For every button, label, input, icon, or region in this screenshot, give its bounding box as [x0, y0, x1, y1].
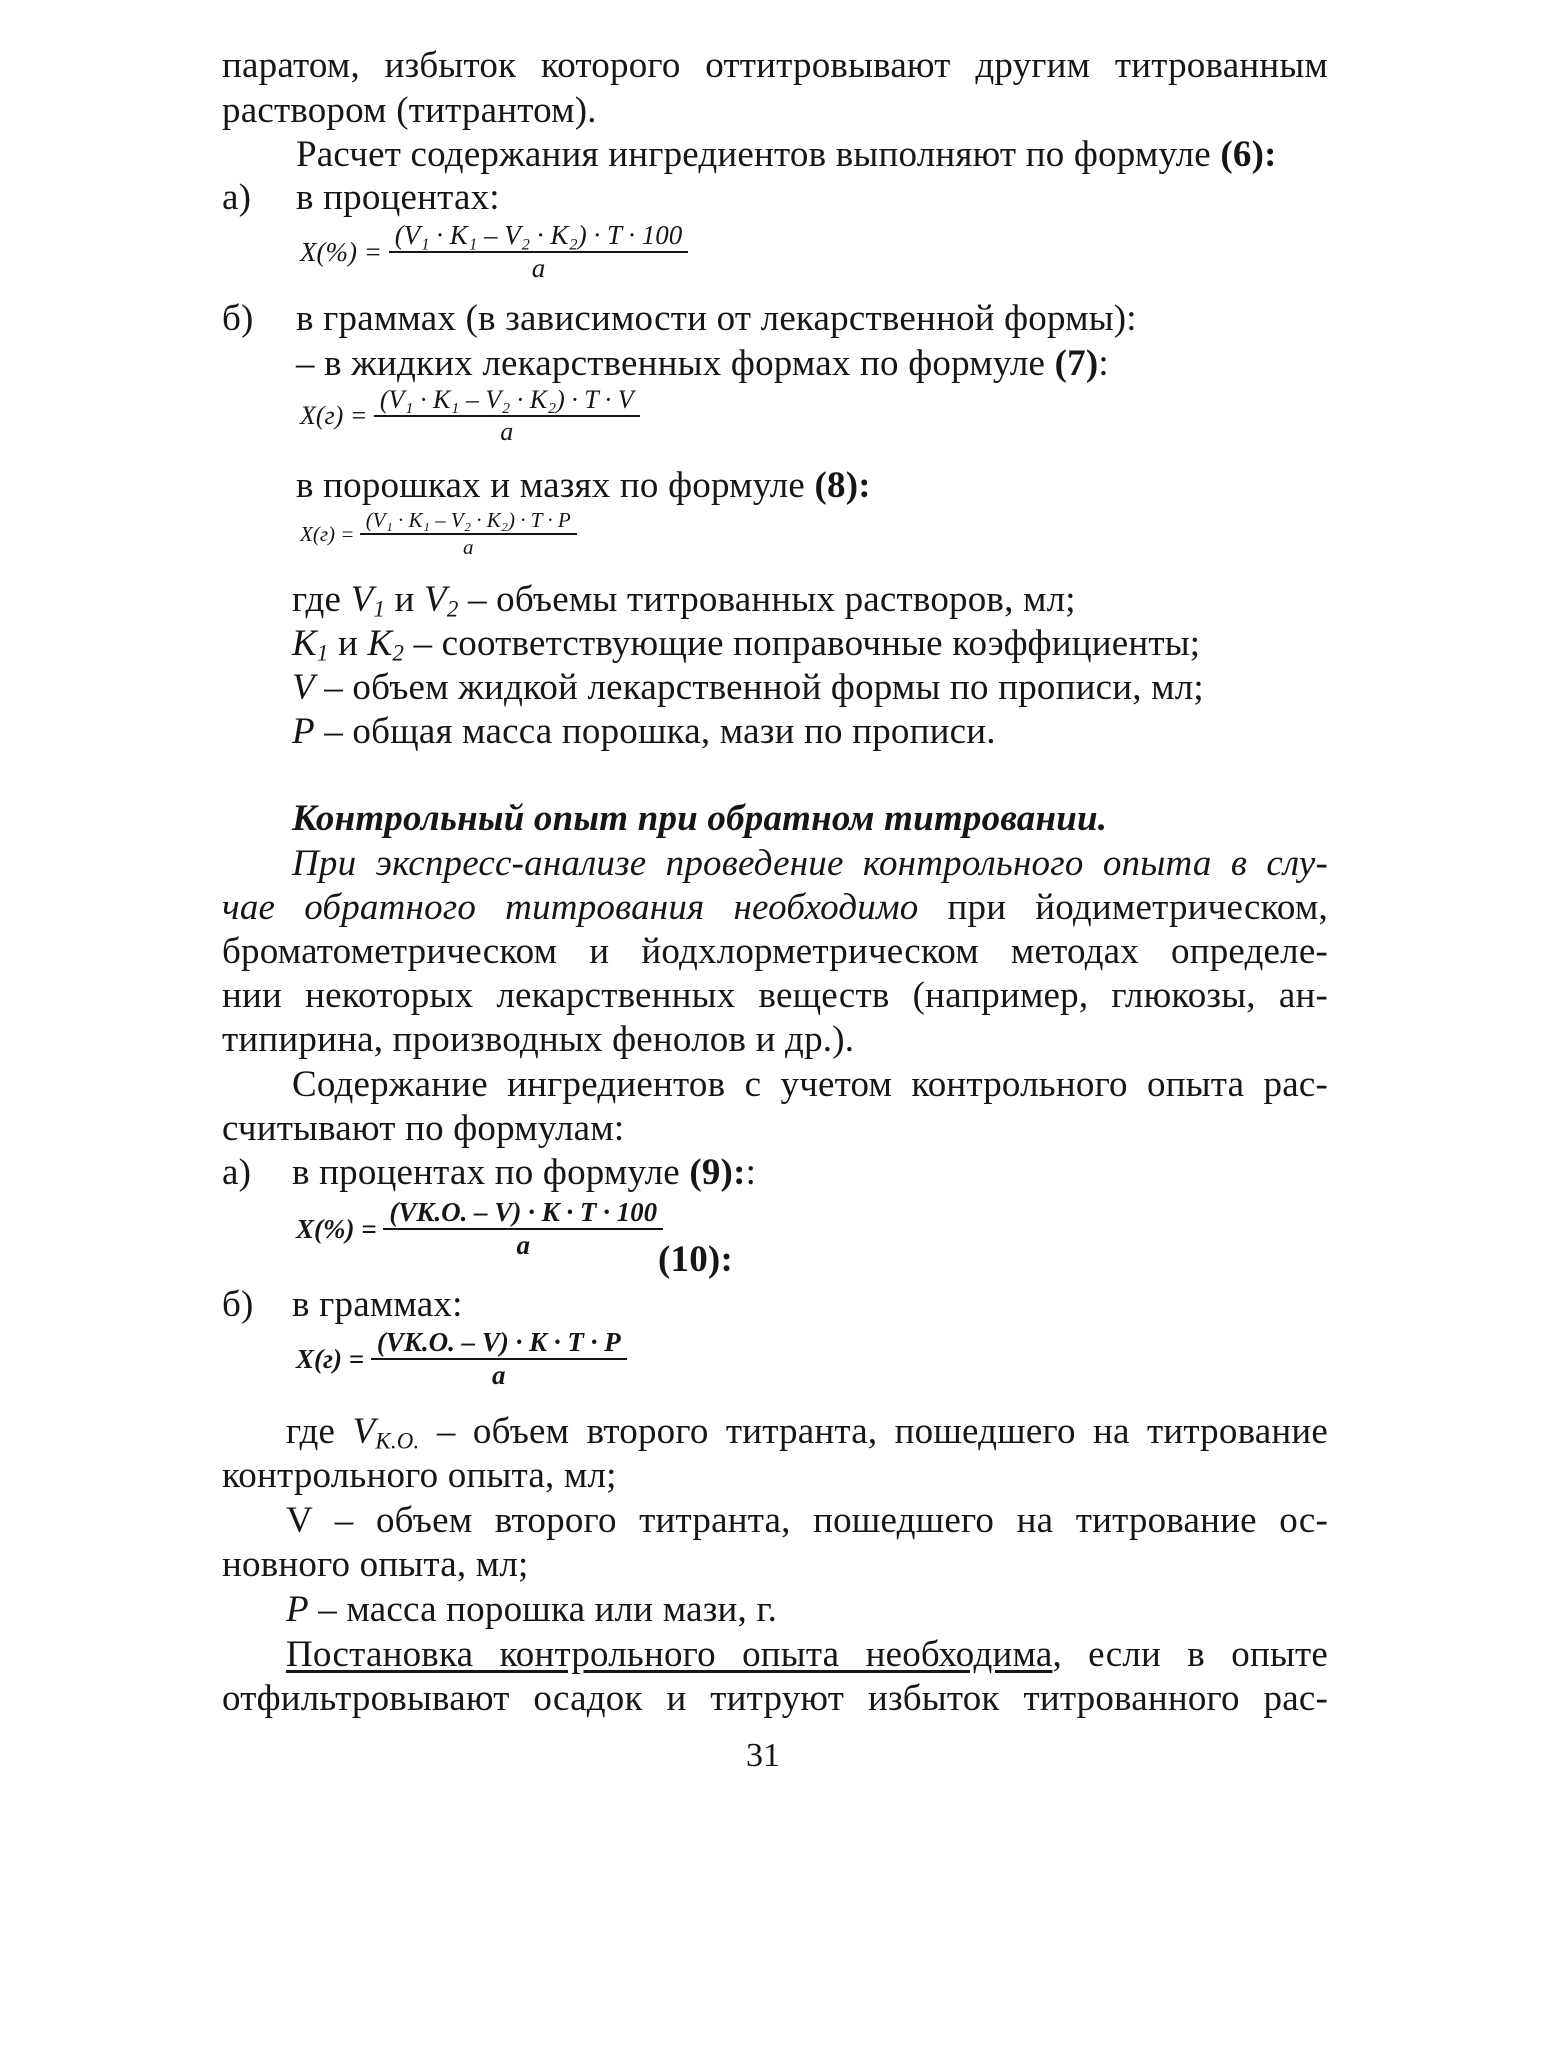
text-span: : [1098, 343, 1109, 384]
text-line [296, 133, 1277, 177]
text-span: в граммах (в зависимости от лекарственной формы): [296, 298, 1137, 339]
text-line [222, 1107, 624, 1151]
formula-lhs: X(г) = [300, 401, 368, 430]
text-line [222, 44, 1328, 88]
text-span: новного опыта, мл; [222, 1544, 529, 1585]
text-span: отфильтровывают осадок и титруют избыток титрованного рас- [222, 1678, 1328, 1719]
formula-denominator: a [516, 1230, 530, 1260]
text-span: – в жидких лекарственных формах по формуле [296, 343, 1055, 384]
text-span: где [292, 579, 351, 620]
list-marker [222, 1283, 254, 1327]
text-line [296, 176, 500, 220]
text-line [292, 1151, 756, 1195]
formula-lhs: X(%) = [300, 236, 382, 267]
list-marker [222, 297, 254, 341]
formula-numerator: (VK.O. – V) · K · T · 100 [383, 1197, 663, 1230]
text-line [286, 1499, 1328, 1543]
subscript: 2 [446, 596, 459, 622]
text-line [222, 1677, 1328, 1721]
formula-6 [300, 220, 688, 284]
text-line [292, 666, 1204, 710]
formula-ref: (7) [1054, 343, 1099, 384]
formula-numerator: (V₁ · K₁ – V₂ · K₂) · T · P [360, 508, 577, 535]
text-span: V – объем второго титранта, пошедшего на титрование ос- [286, 1500, 1328, 1541]
underlined-text: Постановка контрольного опыта необходима [286, 1634, 1053, 1675]
formula-ref-text: (10): [658, 1239, 733, 1280]
text-line [292, 842, 1328, 886]
variable: V [292, 667, 315, 708]
list-marker-text: а) [222, 1152, 252, 1193]
text-line [292, 1283, 463, 1327]
formula-lhs: X(г) = [300, 521, 355, 546]
text-span: и [385, 579, 425, 620]
subscript: 2 [392, 640, 405, 666]
formula-denominator: a [462, 535, 474, 559]
text-line [222, 974, 1328, 1018]
text-line [222, 1543, 529, 1587]
text-span: – общая масса порошка, мази по прописи. [314, 711, 996, 752]
text-line [292, 1063, 1328, 1107]
formula-fraction [360, 508, 577, 560]
subscript: 1 [316, 640, 329, 666]
text-span: броматометрическом и йодхлорметрическом методах определе- [222, 931, 1328, 972]
formula-10 [296, 1327, 627, 1391]
text-span: в процентах по формуле [292, 1152, 690, 1193]
formula-fraction [383, 1197, 663, 1261]
formula-fraction [389, 220, 689, 284]
text-line [296, 342, 1109, 386]
text-span: нии некоторых лекарственных веществ (например, глюкозы, ан- [222, 975, 1328, 1016]
list-marker-text: б) [222, 298, 254, 339]
text-span: паратом, избыток которого оттитровывают другим титрованным [222, 45, 1328, 86]
text-span: : [745, 1152, 757, 1193]
variable: V [350, 579, 374, 620]
formula-9 [296, 1197, 663, 1261]
page-number-text: 31 [746, 1737, 780, 1774]
formula-lhs: X(г) = [296, 1343, 365, 1374]
formula-ref [658, 1238, 733, 1282]
formula-denominator: a [491, 1360, 506, 1390]
heading-text: Контрольный опыт при обратном титровании. [292, 798, 1108, 839]
formula-fraction [371, 1327, 627, 1391]
text-span: Содержание ингредиентов с учетом контрольного опыта рас- [292, 1064, 1328, 1105]
text-line [222, 89, 597, 133]
text-span: Расчет содержания ингредиентов выполняют по формуле [296, 134, 1221, 175]
page-number [746, 1737, 780, 1775]
subscript: K.O. [375, 1428, 420, 1454]
text-line [296, 464, 871, 508]
text-span: и [328, 623, 368, 664]
text-span: типирина, производных фенолов и др.). [222, 1019, 855, 1060]
formula-7 [300, 385, 640, 447]
variable: V [424, 579, 447, 620]
text-line [286, 1633, 1328, 1677]
list-marker-text: а) [222, 177, 252, 218]
text-span: – масса порошка или мази, г. [308, 1589, 778, 1630]
text-span: – объемы титрованных растворов, мл; [458, 579, 1076, 620]
variable: V [352, 1411, 376, 1452]
variable: K [292, 623, 317, 664]
list-marker [222, 176, 251, 220]
text-span: контрольного опыта, мл; [222, 1455, 617, 1496]
text-span: при йодиметрическом, [918, 887, 1328, 928]
text-span: в порошках и мазях по формуле [296, 465, 815, 506]
text-span: в граммах: [292, 1284, 463, 1325]
formula-ref: (9): [689, 1152, 746, 1193]
text-span: где [286, 1411, 353, 1452]
text-span: , если в опыте [1052, 1634, 1328, 1675]
text-span: При экспресс-анализе проведение контрольного опыта в слу- [292, 843, 1328, 884]
variable: K [367, 623, 393, 664]
text-span: чае обратного титрования необходимо [222, 887, 919, 928]
formula-numerator: (V₁ · K₁ – V₂ · K₂) · T · 100 [389, 220, 689, 253]
text-span: считывают по формулам: [222, 1108, 625, 1149]
text-line [286, 1588, 777, 1632]
text-span: – объем жидкой лекарственной формы по прописи, мл; [314, 667, 1204, 708]
section-heading [292, 797, 1107, 841]
text-line [296, 297, 1137, 341]
text-line [222, 930, 1328, 974]
formula-8 [300, 508, 577, 560]
formula-ref: (8): [814, 465, 871, 506]
formula-fraction [374, 385, 640, 447]
text-span: – соответствующие поправочные коэффициенты; [404, 623, 1201, 664]
subscript: 1 [373, 596, 386, 622]
list-marker [222, 1151, 251, 1195]
text-line [222, 1018, 854, 1062]
variable: P [292, 711, 315, 752]
formula-ref: (6): [1220, 134, 1277, 175]
text-line [222, 886, 1328, 930]
text-span: – объем второго титранта, пошедшего на титрование [419, 1411, 1328, 1452]
formula-lhs: X(%) = [296, 1213, 377, 1244]
formula-numerator: (V₁ · K₁ – V₂ · K₂) · T · V [374, 385, 640, 417]
formula-denominator: a [531, 253, 546, 283]
text-line [222, 1454, 617, 1498]
list-marker-text: б) [222, 1284, 254, 1325]
formula-numerator: (VK.O. – V) · K · T · P [371, 1327, 627, 1360]
text-span: в процентах: [296, 177, 500, 218]
text-span: раствором (титрантом). [222, 90, 597, 131]
formula-denominator: a [500, 417, 514, 446]
variable: P [286, 1589, 309, 1630]
text-line [292, 710, 996, 754]
